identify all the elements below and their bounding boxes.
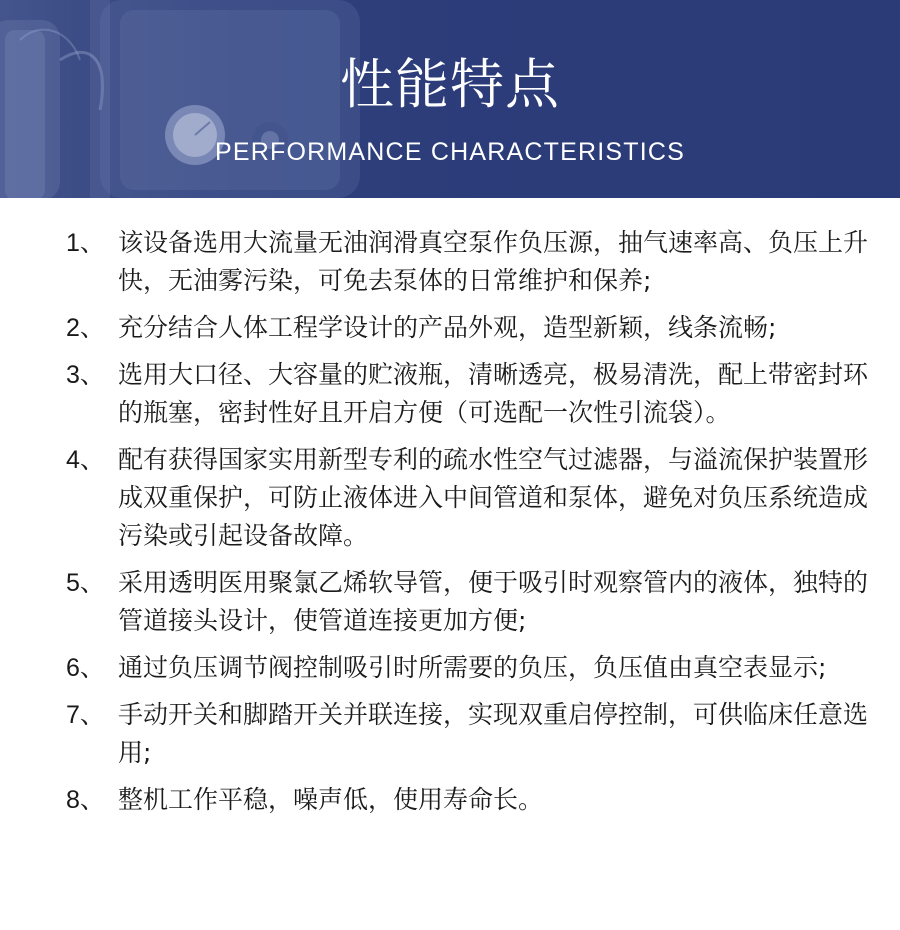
feature-item: [0, 781, 900, 819]
feature-text: 手动开关和脚踏开关并联连接，实现双重启停控制，可供临床任意选用;: [118, 700, 869, 767]
feature-text: 选用大口径、大容量的贮液瓶，清晰透亮，极易清洗，配上带密封环的瓶塞，密封性好且开启方便（可选配一次性引流袋）。: [118, 360, 869, 427]
feature-item: [0, 564, 900, 640]
feature-item: [0, 441, 900, 555]
feature-text: 采用透明医用聚氯乙烯软导管，便于吸引时观察管内的液体，独特的管道接头设计，使管道连接更加方便;: [118, 568, 869, 635]
feature-text: 充分结合人体工程学设计的产品外观，造型新颖，线条流畅;: [118, 313, 777, 342]
page-subtitle: PERFORMANCE CHARACTERISTICS: [215, 138, 685, 166]
feature-number: 5、: [66, 569, 105, 597]
feature-item: [0, 356, 900, 432]
feature-item: [0, 649, 900, 687]
page-title: 性能特点: [340, 53, 560, 116]
feature-list: [0, 224, 900, 828]
feature-text: 整机工作平稳，噪声低，使用寿命长。: [118, 785, 544, 814]
feature-text: 配有获得国家实用新型专利的疏水性空气过滤器，与溢流保护装置形成双重保护，可防止液体进入中间管道和泵体，避免对负压系统造成污染或引起设备故障。: [118, 445, 869, 550]
feature-item: [0, 224, 900, 300]
feature-number: 7、: [66, 701, 105, 729]
feature-number: 2、: [66, 314, 105, 342]
feature-number: 6、: [66, 654, 105, 682]
feature-text: 通过负压调节阀控制吸引时所需要的负压，负压值由真空表显示;: [118, 653, 827, 682]
header-banner: [0, 0, 900, 198]
feature-number: 8、: [66, 786, 105, 814]
feature-item: [0, 309, 900, 347]
feature-number: 4、: [66, 446, 105, 474]
feature-number: 1、: [66, 229, 105, 257]
feature-number: 3、: [66, 361, 105, 389]
feature-text: 该设备选用大流量无油润滑真空泵作负压源，抽气速率高、负压上升快，无油雾污染，可免去泵体的日常维护和保养;: [118, 228, 869, 295]
feature-item: [0, 696, 900, 772]
